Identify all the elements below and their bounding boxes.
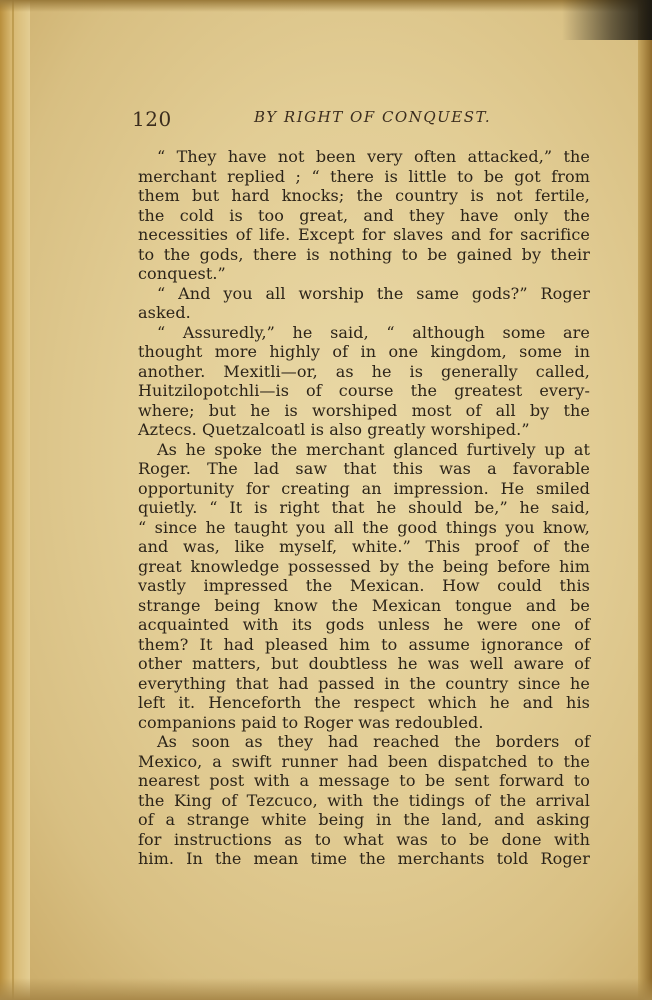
text-line: “ Assuredly,” he said, “ although some are [157, 322, 590, 342]
text-line: and was, like myself, white.” This proof of the [138, 537, 590, 556]
text-line: to the gods, there is nothing to be gained by their [138, 244, 590, 264]
text-line: the cold is too great, and they have only the [138, 205, 590, 225]
text-line: great knowledge possessed by the being before him [138, 556, 590, 576]
text-line: merchant replied ; “ there is little to be got from [138, 166, 590, 186]
text-line: thought more highly of in one kingdom, some in [138, 342, 590, 361]
text-line: the King of Tezcuco, with the tidings of the arrival [138, 790, 590, 810]
text-line: strange being know the Mexican tongue and be [138, 595, 590, 615]
text-line: “ since he taught you all the good things you know, [138, 517, 590, 537]
text-line: acquainted with its gods unless he were one of [138, 615, 590, 634]
text-line: Huitzilopotchli—is of course the greatest every- [138, 381, 590, 400]
text-line: As he spoke the merchant glanced furtively up at [157, 439, 590, 459]
text-line: necessities of life. Except for slaves and for sacrifice [138, 225, 590, 244]
text-line: of a strange white being in the land, and asking [138, 810, 590, 829]
text-line: vastly impressed the Mexican. How could this [138, 576, 590, 595]
text-line: conquest.” [138, 264, 226, 283]
text-line: quietly. “ It is right that he should be,” he said, [138, 498, 590, 517]
body-text [138, 147, 590, 869]
text-line: “ And you all worship the same gods?” Roger [157, 283, 590, 303]
text-line: him. In the mean time the merchants told Roger [138, 849, 590, 868]
page-gutter [0, 0, 30, 1000]
text-line: nearest post with a message to be sent forward to [138, 771, 590, 790]
text-line: where; but he is worshiped most of all by the [138, 400, 590, 420]
text-line: asked. [138, 303, 191, 322]
text-line: for instructions as to what was to be done with [138, 829, 590, 849]
text-line: opportunity for creating an impression. He smiled [138, 478, 590, 498]
text-line: them? It had pleased him to assume ignorance of [138, 634, 590, 654]
text-line: companions paid to Roger was redoubled. [138, 712, 484, 732]
text-line: them but hard knocks; the country is not fertile, [138, 186, 590, 205]
corner-shadow [562, 0, 652, 40]
bottom-edge-shadow [0, 978, 652, 1000]
text-line: other matters, but doubtless he was well aware of [138, 654, 590, 673]
page-edge [638, 0, 652, 1000]
text-line: As soon as they had reached the borders of [157, 732, 590, 751]
text-line: Aztecs. Quetzalcoatl is also greatly worshiped.” [138, 420, 530, 439]
top-edge-shadow [0, 0, 652, 12]
text-line: Mexico, a swift runner had been dispatched to the [138, 751, 590, 771]
text-line: another. Mexitli—or, as he is generally called, [138, 361, 590, 381]
running-title: BY RIGHT OF CONQUEST. [254, 108, 492, 126]
page-header [132, 105, 492, 131]
text-line: everything that had passed in the country since he [138, 673, 590, 693]
text-line: left it. Henceforth the respect which he and his [138, 693, 590, 712]
text-line: “ They have not been very often attacked,” the [157, 147, 590, 166]
text-line: Roger. The lad saw that this was a favorable [138, 459, 590, 478]
page-number: 120 [132, 107, 172, 131]
gutter-crease [12, 0, 14, 1000]
